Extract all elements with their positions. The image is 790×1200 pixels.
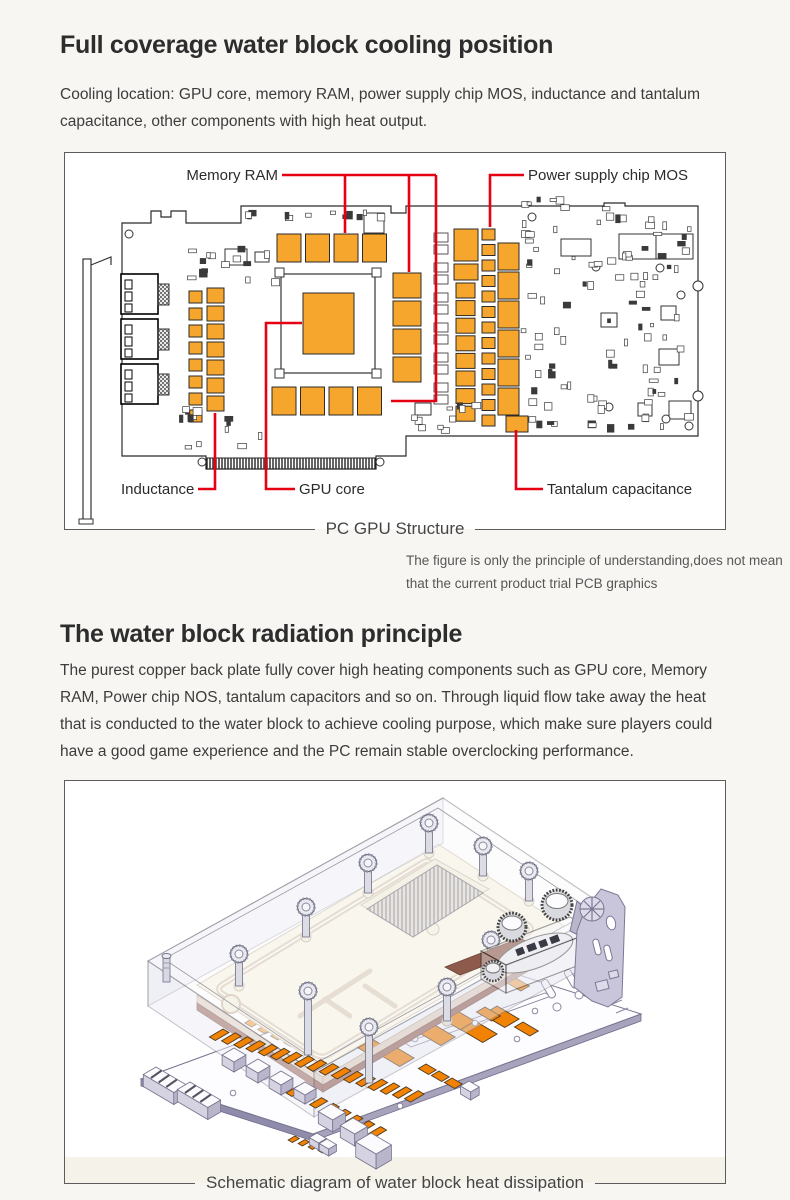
label-power-mos: Power supply chip MOS [528, 167, 689, 184]
figure-water-block [64, 780, 726, 1192]
section2-heading: The water block radiation principle [60, 620, 463, 648]
paragraph-line: that is conducted to the water block to achieve cooling purpose, which make sure players could [60, 716, 713, 733]
io-bracket [570, 889, 625, 1007]
label-inductance: Inductance [121, 481, 195, 498]
disclaimer-line: The figure is only the principle of understanding,does not mean [406, 553, 783, 568]
paragraph-line: Cooling location: GPU core, memory RAM, power supply chip MOS, inductance and tantalum [60, 86, 701, 103]
paragraph-line: capacitance, other components with high heat output. [60, 113, 428, 130]
disclaimer-line: that the current product trial PCB graphics [406, 576, 658, 591]
label-gpu-core: GPU core [299, 481, 365, 498]
label-tantalum: Tantalum capacitance [547, 481, 693, 498]
display-connectors [121, 274, 169, 404]
figure1-caption: PC GPU Structure [325, 519, 465, 538]
border-segment [475, 529, 726, 530]
paragraph-line: The purest copper back plate fully cover high heating components such as GPU core, Memory [60, 662, 708, 679]
border-segment [595, 1183, 726, 1184]
border-segment [64, 1183, 195, 1184]
figure2-caption: Schematic diagram of water block heat dissipation [206, 1173, 584, 1192]
label-memory-ram: Memory RAM [186, 167, 278, 184]
io-bracket-outline [79, 257, 111, 524]
water-block-diagram [65, 781, 725, 1183]
paragraph-line: have a good game experience and the PC remain stable overclocking performance. [60, 743, 634, 760]
figure-pcb-structure [64, 152, 726, 538]
pcb-structure-diagram [65, 153, 725, 529]
figure1-disclaimer [406, 549, 783, 595]
section1-paragraph [60, 81, 700, 135]
section1-heading: Full coverage water block cooling position [60, 31, 554, 59]
border-segment [64, 529, 315, 530]
paragraph-line: RAM, Power chip NOS, tantalum capacitors and so on. Through liquid flow take away the heat [60, 689, 706, 706]
section2-paragraph [60, 657, 712, 765]
